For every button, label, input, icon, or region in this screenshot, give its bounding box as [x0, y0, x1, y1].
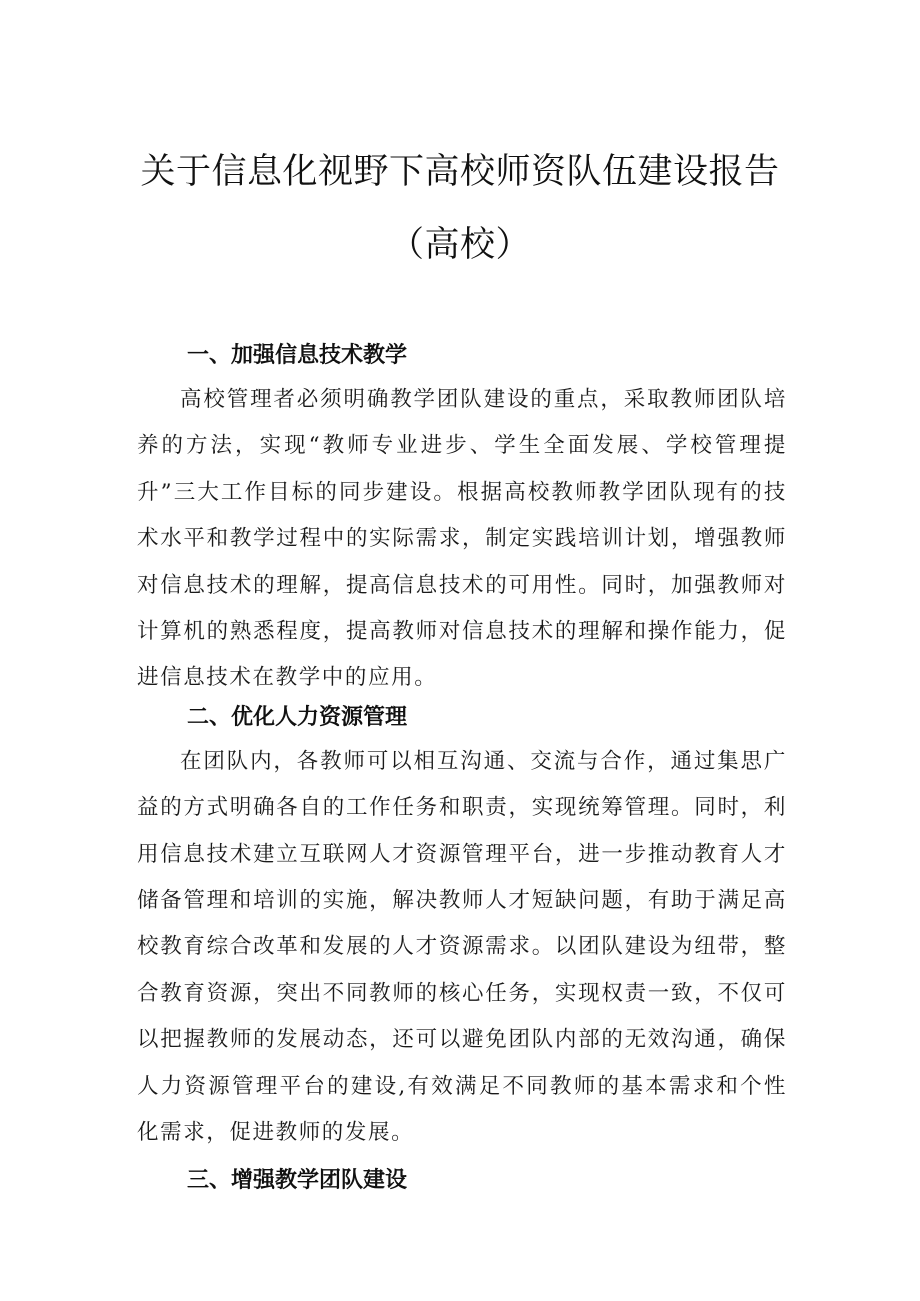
section-paragraph-2: 在团队内，各教师可以相互沟通、交流与合作，通过集思广益的方式明确各自的工作任务和职责，实现统筹管理。同时，利用信息技术建立互联网人才资源管理平台，进一步推动教育人才储备管理和培训的实施，解决教师人才短缺问题，有助于满足高校教育综合改革和发展的人才资源需求。以团队建设为纽带，整合教育资源，突出不同教师的核心任务，实现权责一致，不仅可以把握教师的发展动态，还可以避免团队内部的无效沟通，确保人力资源管理平台的建设,有效满足不同教师的基本需求和个性化需求，促进教师的发展。 — [137, 748, 787, 1146]
section-paragraph-1: 高校管理者必须明确教学团队建设的重点，采取教师团队培养的方法，实现“教师专业进步、学生全面发展、学校管理提升”三大工作目标的同步建设。根据高校教师教学团队现有的技术水平和教学过程中的实际需求，制定实践培训计划，增强教师对信息技术的理解，提高信息技术的可用性。同时，加强教师对计算机的熟悉程度，提高教师对信息技术的理解和操作能力，促进信息技术在教学中的应用。 — [137, 387, 787, 691]
section-heading-2: 二、优化人力资源管理 — [187, 704, 408, 730]
document-body — [137, 340, 787, 1197]
document-title: 关于信息化视野下高校师资队伍建设报告 — [140, 152, 780, 192]
section-heading-1: 一、加强信息技术教学 — [187, 343, 408, 368]
section-heading-3: 三、增强教学团队建设 — [187, 1167, 408, 1193]
document-subtitle: （高校） — [388, 225, 531, 265]
